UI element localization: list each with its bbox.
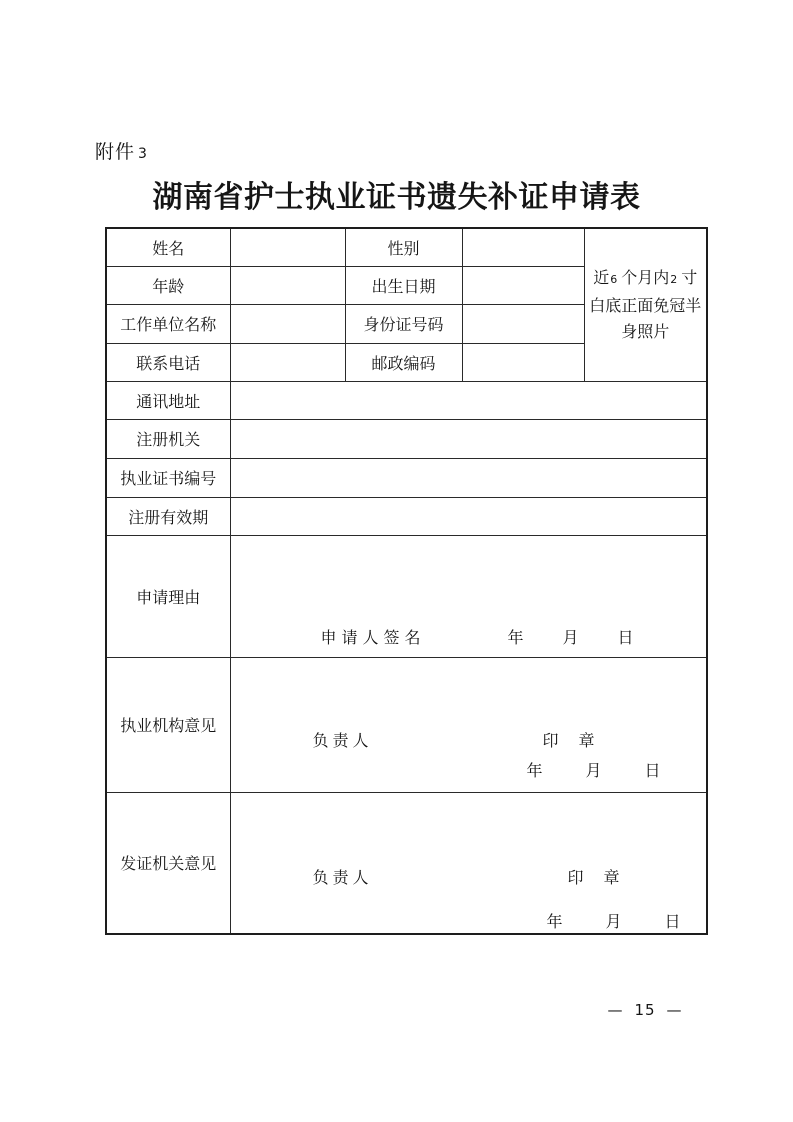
- page-title: 湖南省护士执业证书遗失补证申请表: [152, 180, 641, 215]
- validity-value-cell[interactable]: [230, 497, 707, 535]
- postalcode-label: 邮政编码: [345, 343, 462, 381]
- address-value-cell[interactable]: [230, 381, 707, 419]
- org-opinion-label: 执业机构意见: [106, 657, 230, 792]
- workunit-label: 工作单位名称: [106, 304, 230, 343]
- name-value-cell[interactable]: [230, 228, 345, 266]
- reason-label: 申请理由: [106, 535, 230, 657]
- reason-input-area[interactable]: [231, 536, 707, 611]
- day-label: 日: [617, 627, 634, 647]
- postalcode-value-cell[interactable]: [462, 343, 584, 381]
- table-row: [106, 497, 707, 535]
- age-value-cell[interactable]: [230, 266, 345, 304]
- registration-org-label: 注册机关: [106, 419, 230, 458]
- gender-value-cell[interactable]: [462, 228, 584, 266]
- validity-label: 注册有效期: [106, 497, 230, 535]
- table-row: [106, 381, 707, 419]
- certificate-number-label: 执业证书编号: [106, 458, 230, 497]
- manager-label: 负责人: [312, 730, 373, 750]
- org-opinion-section-cell: [230, 657, 707, 792]
- day-label: 日: [664, 911, 681, 931]
- phone-label: 联系电话: [106, 343, 230, 381]
- address-label: 通讯地址: [106, 381, 230, 419]
- idnumber-label: 身份证号码: [345, 304, 462, 343]
- age-label: 年龄: [106, 266, 230, 304]
- registration-org-value-cell[interactable]: [230, 419, 707, 458]
- photo-note-line: 近6 个月内2 寸: [593, 267, 698, 287]
- seal-label: 印 章: [542, 730, 597, 750]
- day-label: 日: [644, 760, 661, 780]
- phone-value-cell[interactable]: [230, 343, 345, 381]
- photo-note-line: 身照片: [621, 321, 670, 341]
- workunit-value-cell[interactable]: [230, 304, 345, 343]
- attachment-number: 3: [138, 146, 148, 162]
- year-label: 年: [507, 627, 524, 647]
- org-opinion-input-area[interactable]: [231, 658, 707, 722]
- year-label: 年: [526, 760, 543, 780]
- month-label: 月: [585, 760, 602, 780]
- applicant-signature-label: 申请人签名: [320, 627, 426, 647]
- name-label: 姓名: [106, 228, 230, 266]
- attachment-heading: [95, 137, 148, 164]
- table-row: [106, 792, 707, 934]
- signature-date-line: [508, 625, 634, 648]
- application-form-table: [105, 227, 708, 935]
- authority-opinion-label: 发证机关意见: [106, 792, 230, 934]
- authority-opinion-input-area[interactable]: [231, 793, 707, 858]
- idnumber-value-cell[interactable]: [462, 304, 584, 343]
- page-number: [596, 1001, 694, 1019]
- month-label: 月: [562, 627, 579, 647]
- table-row: [106, 657, 707, 792]
- certificate-number-value-cell[interactable]: [230, 458, 707, 497]
- table-row: [106, 419, 707, 458]
- manager-label: 负责人: [312, 867, 373, 887]
- photo-note-line: 白底正面免冠半: [589, 295, 702, 315]
- year-label: 年: [546, 911, 563, 931]
- page-number-dash: —: [607, 1001, 624, 1019]
- org-date-line: [527, 758, 661, 781]
- page-number-dash: —: [666, 1001, 683, 1019]
- page-number-value: 15: [634, 1001, 656, 1019]
- authority-date-line: [547, 909, 681, 932]
- month-label: 月: [605, 911, 622, 931]
- birthdate-value-cell[interactable]: [462, 266, 584, 304]
- birthdate-label: 出生日期: [345, 266, 462, 304]
- attachment-label: 附件: [95, 141, 136, 163]
- photo-box: [584, 228, 707, 381]
- table-row: [106, 228, 707, 266]
- gender-label: 性别: [345, 228, 462, 266]
- table-row: [106, 458, 707, 497]
- reason-section-cell: [230, 535, 707, 657]
- seal-label: 印 章: [567, 867, 622, 887]
- authority-opinion-section-cell: [230, 792, 707, 934]
- table-row: [106, 535, 707, 657]
